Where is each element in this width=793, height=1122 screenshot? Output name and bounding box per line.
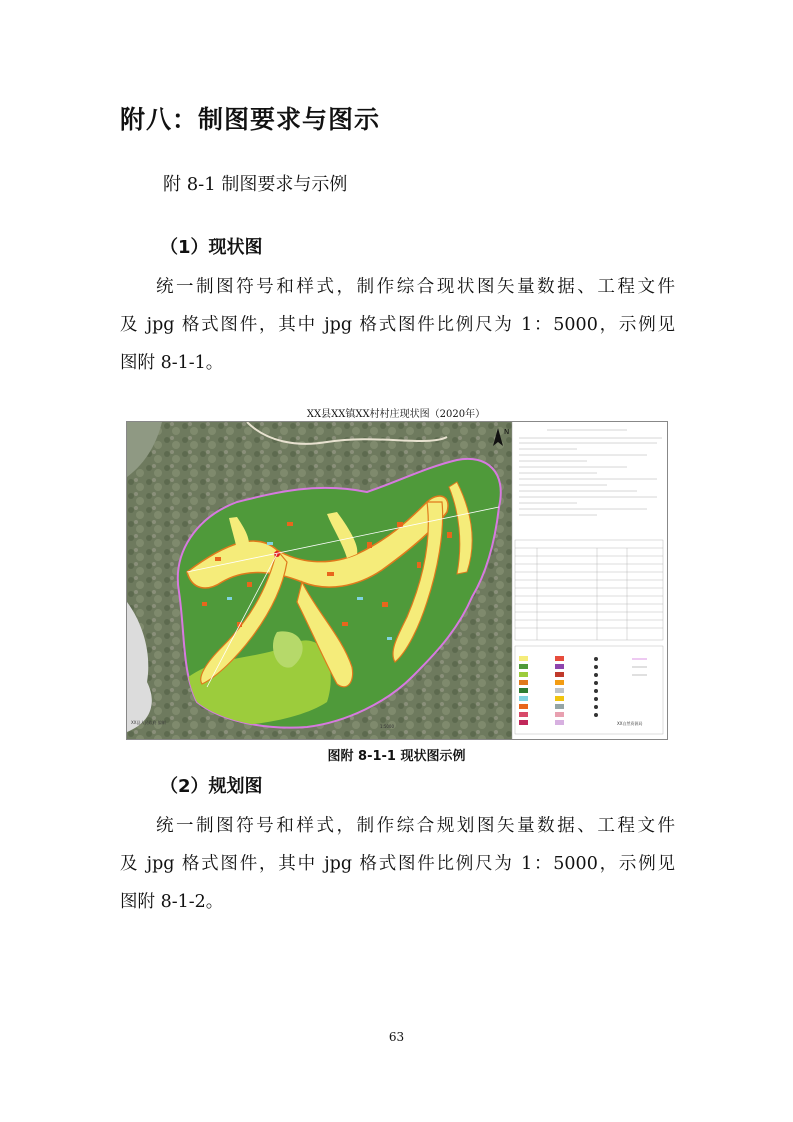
map-image: [127, 422, 667, 739]
figure-caption: 图附 8-1-1 现状图示例: [327, 749, 466, 764]
section-2-paragraph: [120, 807, 675, 921]
section-1-paragraph: [120, 268, 675, 382]
map-bottom-right-text: XX自然资源局: [617, 721, 643, 726]
page-heading: 附八：制图要求与图示: [120, 105, 381, 134]
page-number: 63: [388, 1030, 405, 1044]
north-label: N: [504, 428, 510, 436]
section-2-title: （2）规划图: [160, 776, 263, 797]
sub-heading: 附 8-1 制图要求与示例: [163, 174, 348, 195]
paragraph-line: 统一制图符号和样式，制作综合现状图矢量数据、工程文件: [156, 277, 675, 297]
map-title: XX县XX镇XX村村庄现状图（2020年）: [306, 409, 486, 420]
paragraph-line: 及 jpg 格式图件，其中 jpg 格式图件比例尺为 1：5000，示例见: [120, 854, 675, 874]
paragraph-line: 及 jpg 格式图件，其中 jpg 格式图件比例尺为 1：5000，示例见: [120, 315, 675, 335]
map-scale-text: 1:5000: [379, 724, 395, 729]
section-1-title: （1）现状图: [160, 237, 263, 258]
paragraph-line: 统一制图符号和样式，制作综合规划图矢量数据、工程文件: [156, 816, 675, 836]
status-map-figure: [126, 421, 668, 740]
map-bottom-left-text: XX县人民政府 编制: [131, 720, 166, 725]
paragraph-line: 图附 8-1-1。: [120, 353, 224, 373]
paragraph-line: 图附 8-1-2。: [120, 892, 224, 912]
